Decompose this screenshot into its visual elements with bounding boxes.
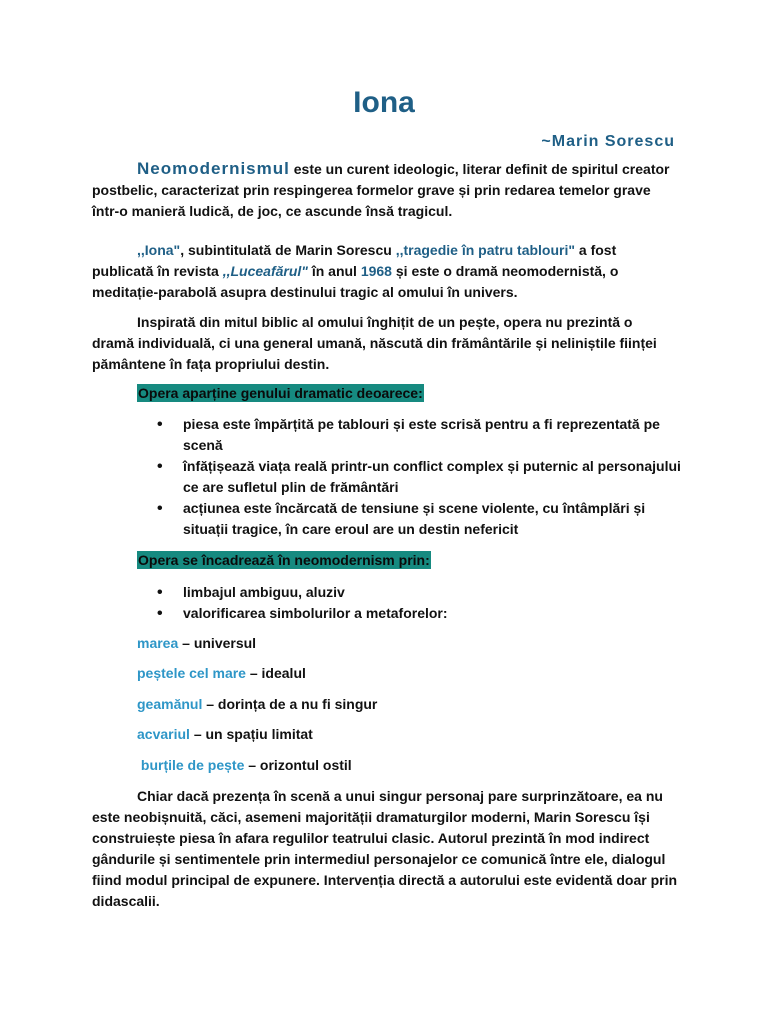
symbol-line [137,694,377,715]
symbol-line [137,663,306,684]
list-item: • limbajul ambiguu, aluziv [137,582,682,603]
symbol-meaning: – universul [178,635,257,651]
list-item: • înfățișează viața reală printr-un conflict complex și puternic al personajului ce are sufletul plin de frământări [137,456,682,498]
paragraph-text: a fost publicată în revista [92,242,617,279]
symbol-term: burțile de pește [137,757,245,773]
subtitle-quote: ,,tragedie în patru tablouri" [395,242,576,258]
bullet-list-dramatic-genre [137,414,682,540]
paragraph-myth: Inspirată din mitul biblic al omului înghițit de un pește, opera nu prezintă o dramă individuală, ci una general umană, născută din frământările și neliniștile ființei pământene în fața propriului destin. [92,314,657,372]
symbol-meaning: – idealul [245,665,306,681]
list-item: • acțiunea este încărcată de tensiune și scene violente, cu întâmplări și situații tragice, în care eroul are un destin nefericit [137,498,682,540]
bullet-list-neomodernism [137,582,682,624]
list-item: • piesa este împărțită pe tablouri și este scrisă pentru a fi reprezentată pe scenă [137,414,682,456]
publication-year: 1968 [360,263,392,279]
symbol-meaning: – dorința de a nu fi singur [202,696,378,712]
symbol-meaning: – orizontul ostil [244,757,352,773]
page-title: Iona [353,86,415,119]
symbol-term: geamănul [137,696,203,712]
symbol-term: marea [137,635,179,651]
symbol-term: acvariul [137,726,190,742]
paragraph-neomodernism [92,158,678,222]
paragraph-text: și este o dramă neomodernistă, o meditație-parabolă asupra destinului tragic al omului în univers. [92,263,619,300]
symbol-line [137,633,256,654]
paragraph-iona [92,240,678,303]
paragraph-text: , subintitulată de Marin Sorescu [180,242,396,258]
paragraph-text: este un curent ideologic, literar definit de spiritul creator postbelic, caracterizat prin respingerea formelor grave și prin redarea temelor grave într-o manieră ludică, de joc, ce ascunde însă tragicul. [92,161,670,219]
lead-term: Neomodernismul [137,159,290,178]
section-heading-neomodernism: Opera se încadrează în neomodernism prin: [138,552,430,568]
list-item: • valorificarea simbolurilor a metaforelor: [137,603,682,624]
symbol-line [137,755,352,776]
paragraph-single-character: Chiar dacă prezența în scenă a unui singur personaj pare surprinzătoare, ea nu este neobișnuită, căci, asemeni majorității dramaturgilor moderni, Marin Sorescu își construiește piesa în afara regulilor teatrului clasic. Autorul prezintă în mod indirect gândurile și sentimentele prin intermediul personajelor ce comunică între ele, dialogul fiind modul principal de expunere. Intervenția directă a autorului este evidentă doar prin didascalii. [92,788,678,909]
symbol-line [137,724,313,745]
author-line: ~Marin Sorescu [541,133,675,150]
work-title: ,,Iona" [137,242,181,258]
symbol-term: peștele cel mare [137,665,246,681]
paragraph-text: în anul [307,263,361,279]
magazine-name: ,,Luceafărul" [222,263,308,279]
symbol-meaning: – un spațiu limitat [189,726,313,742]
section-heading-dramatic-genre: Opera aparține genului dramatic deoarece: [138,385,423,401]
